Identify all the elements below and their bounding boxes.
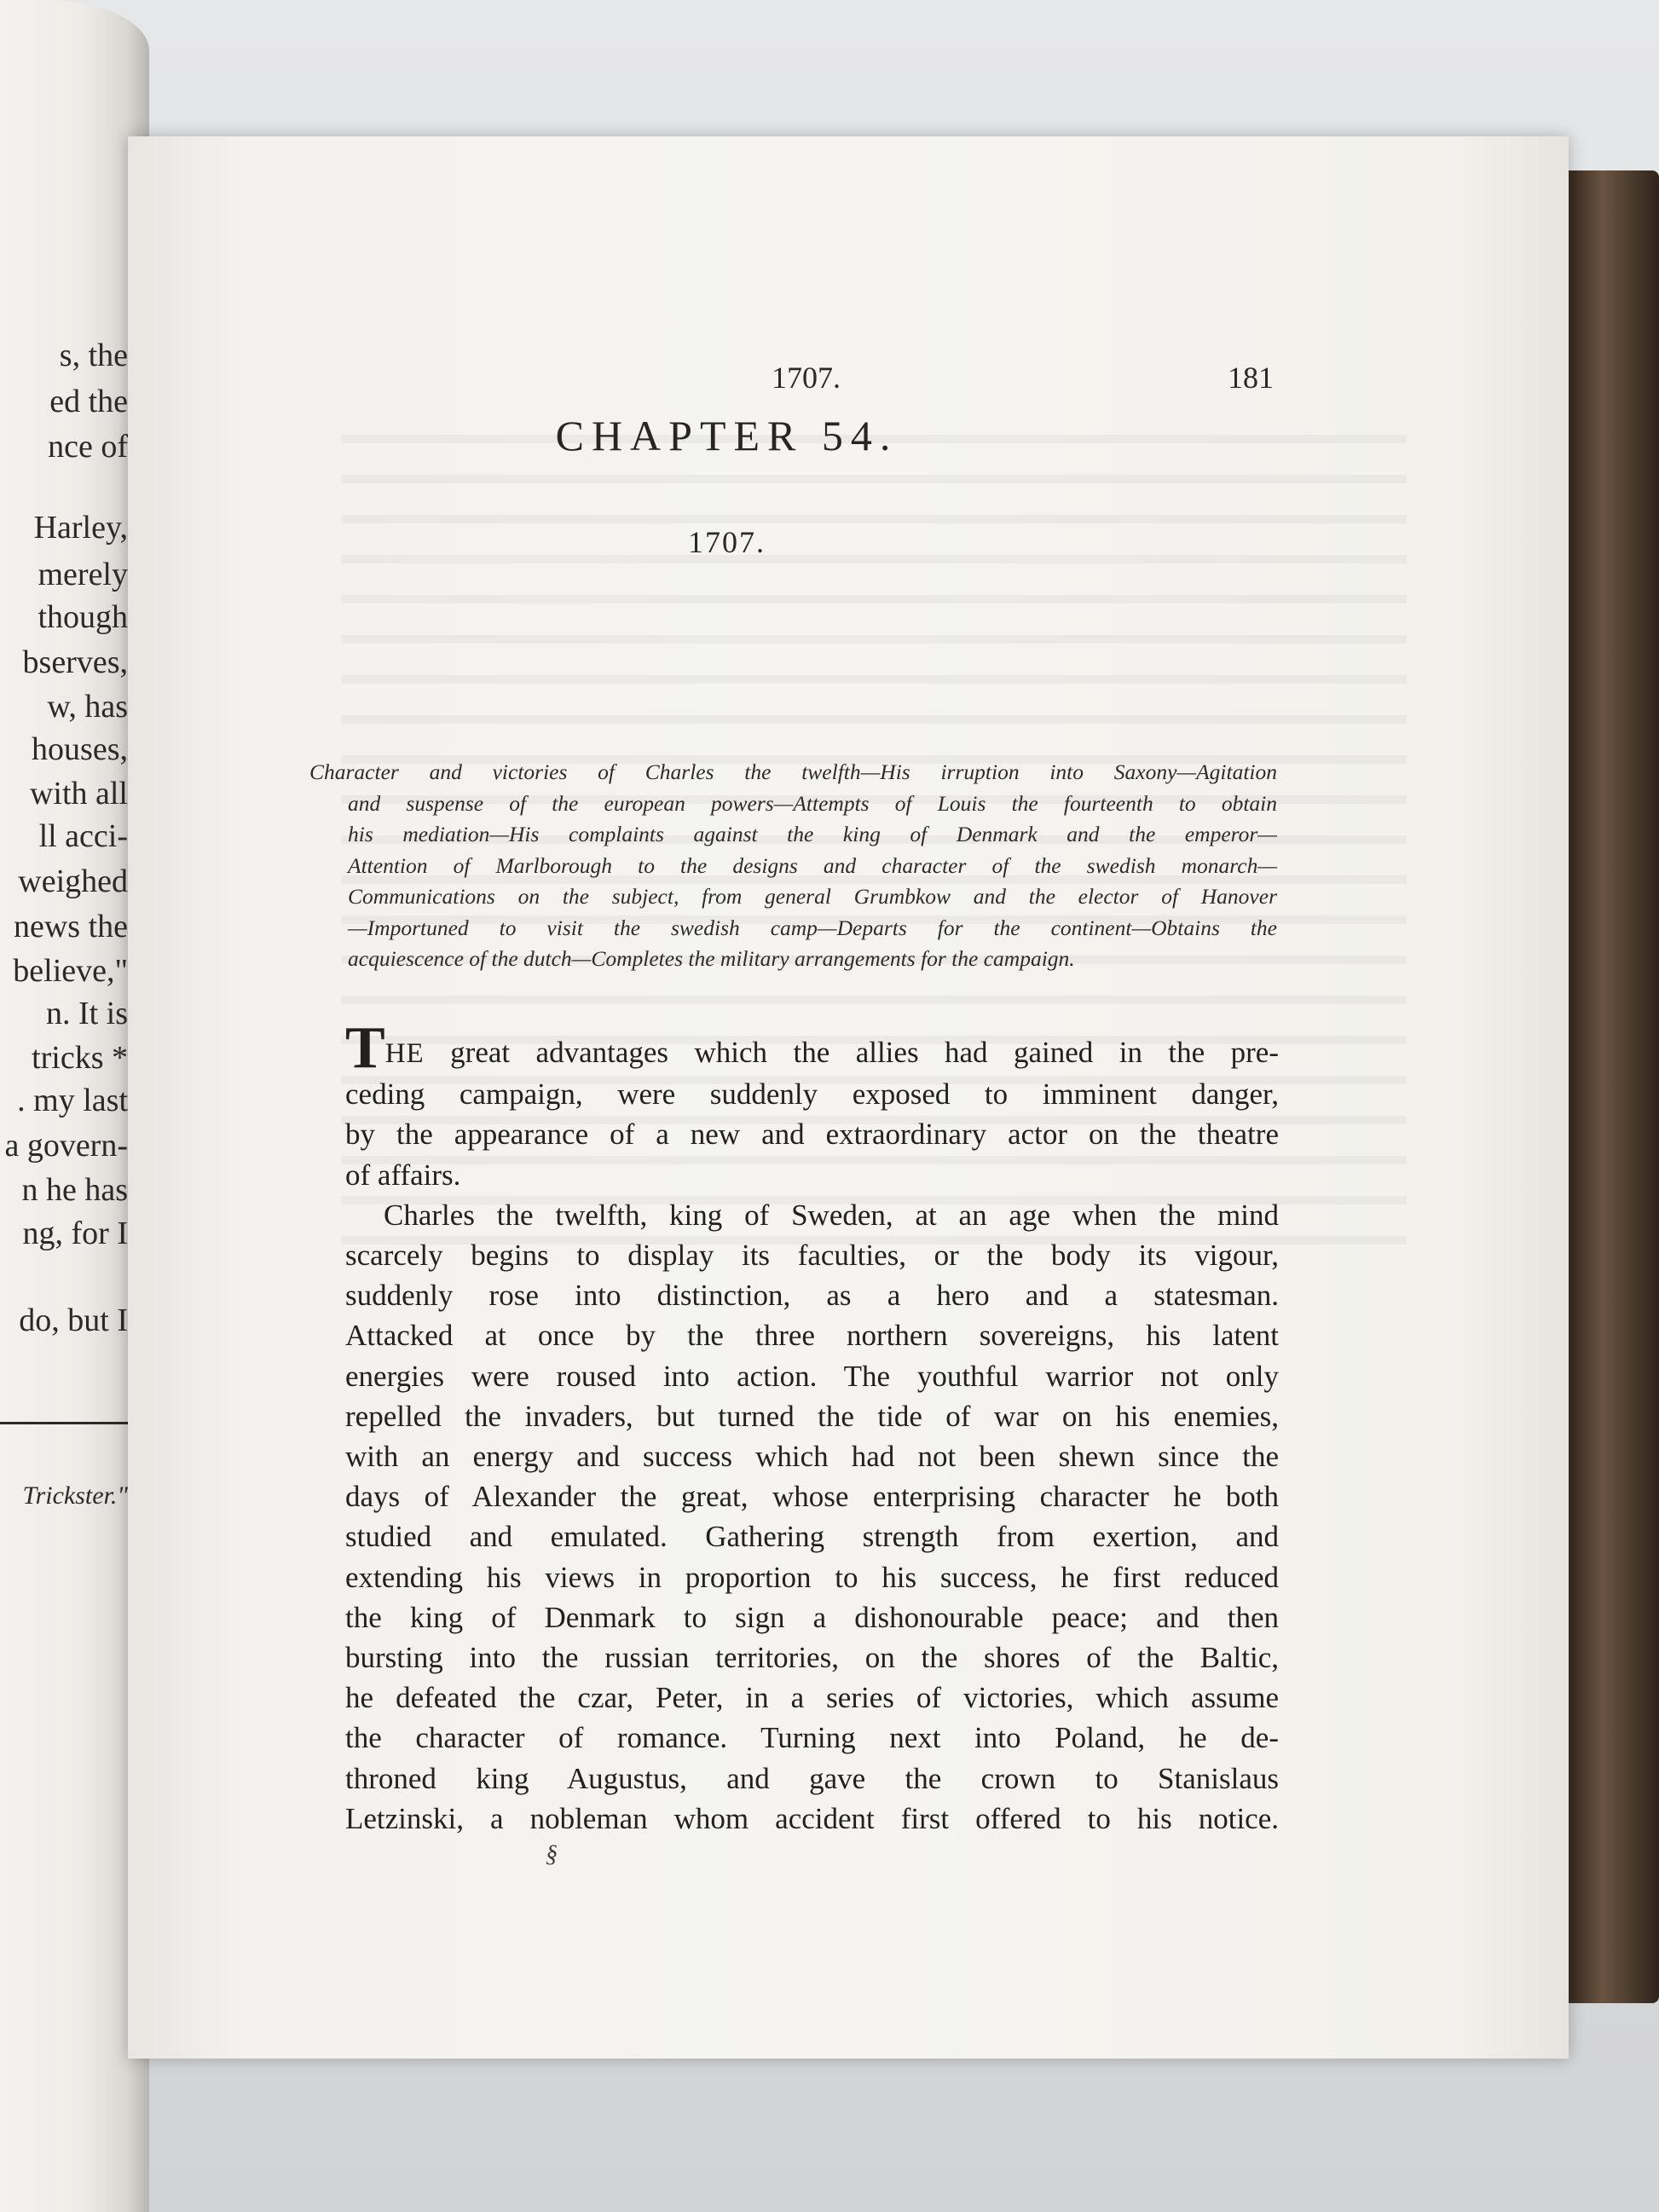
body-line: days of Alexander the great, whose enterprising character he both <box>345 1480 1279 1514</box>
summary-line: acquiescence of the dutch—Completes the military arrangements for the campaign. <box>348 946 1075 971</box>
body-line: repelled the invaders, but turned the tide of war on his enemies, <box>345 1399 1279 1433</box>
body-line: Letzinski, a nobleman whom accident first offered to his notice. <box>345 1801 1279 1835</box>
summary-line: Communications on the subject, from general Grumbkow and the elector of Hanover <box>348 884 1277 909</box>
left-footnote: Trickster." <box>22 1481 128 1510</box>
left-fragment: s, the <box>59 338 128 373</box>
body-line: Attacked at once by the three northern sovereigns, his latent <box>345 1319 1279 1353</box>
left-fragment: though <box>38 599 128 635</box>
body-line: studied and emulated. Gathering strength from exertion, and <box>345 1520 1279 1554</box>
summary-line: —Importuned to visit the swedish camp—Departs for the continent—Obtains the <box>348 915 1277 940</box>
summary-line: his mediation—His complaints against the king of Denmark and the emperor— <box>348 822 1277 846</box>
left-fragment: nce of <box>48 429 128 465</box>
body-line: throned king Augustus, and gave the crown to Stanislaus <box>345 1761 1279 1795</box>
body-line: scarcely begins to display its faculties, or the body its vigour, <box>345 1239 1279 1273</box>
body-line: the character of romance. Turning next into Poland, he de- <box>345 1721 1279 1755</box>
left-fragment: with all <box>29 776 128 811</box>
left-fragment: a govern- <box>4 1128 128 1164</box>
body-text <box>345 1015 1279 1839</box>
left-footnote-rule <box>0 1422 136 1424</box>
first-word-rest: HE <box>384 1038 425 1069</box>
summary-line: Character and victories of Charles the twelfth—His irruption into Saxony—Agitation <box>309 759 1277 784</box>
left-fragment: ed the <box>49 384 128 419</box>
chapter-year: 1707. <box>688 525 766 559</box>
left-fragment: believe," <box>13 953 128 989</box>
body-line: Charles the twelfth, king of Sweden, at an age when the mind <box>384 1198 1279 1232</box>
body-line: bursting into the russian territories, on the shores of the Baltic, <box>345 1641 1279 1675</box>
body-line: extending his views in proportion to his success, he first reduced <box>345 1560 1279 1594</box>
page-number: 181 <box>1228 361 1274 395</box>
drop-cap: T <box>345 1015 385 1081</box>
running-head <box>128 360 1569 402</box>
chapter-summary <box>309 757 1277 975</box>
body-line: the king of Denmark to sign a dishonourable peace; and then <box>345 1600 1279 1634</box>
left-fragment: do, but I <box>19 1302 128 1338</box>
left-fragment: n. It is <box>45 996 128 1031</box>
left-fragment: n he has <box>21 1172 128 1208</box>
left-fragment: . my last <box>17 1083 128 1118</box>
body-line: suddenly rose into distinction, as a hero and a statesman. <box>345 1279 1279 1313</box>
left-facing-page <box>0 0 149 2212</box>
left-fragment: ll acci- <box>38 818 128 854</box>
left-fragment: tricks * <box>32 1040 128 1076</box>
body-line: by the appearance of a new and extraordinary actor on the theatre <box>345 1118 1279 1152</box>
chapter-title: CHAPTER 54. <box>555 412 899 459</box>
left-fragment: merely <box>38 557 128 592</box>
body-line: ceding campaign, were suddenly exposed to imminent danger, <box>345 1077 1279 1112</box>
first-line-rest: great advantages which the allies had gained in the pre- <box>424 1036 1279 1069</box>
body-line: with an energy and success which had not been shewn since the <box>345 1440 1279 1474</box>
left-fragment: weighed <box>18 863 128 899</box>
signature-mark: § <box>546 1841 558 1868</box>
body-line: energies were roused into action. The youthful warrior not only <box>345 1359 1279 1393</box>
left-fragment: ng, for I <box>22 1216 128 1251</box>
left-fragment: Harley, <box>33 510 128 546</box>
left-fragment: news the <box>13 909 128 944</box>
left-fragment: bserves, <box>22 644 128 680</box>
running-head-year: 1707. <box>772 361 841 395</box>
left-fragment: w, has <box>47 689 128 725</box>
body-line: he defeated the czar, Peter, in a series of victories, which assume <box>345 1681 1279 1715</box>
body-line: of affairs. <box>345 1158 461 1192</box>
summary-line: Attention of Marlborough to the designs and character of the swedish monarch— <box>348 852 1277 878</box>
summary-line: and suspense of the european powers—Attempts of Louis the fourteenth to obtain <box>348 790 1277 816</box>
body-first-line <box>345 1015 1279 1081</box>
left-fragment: houses, <box>32 731 128 767</box>
